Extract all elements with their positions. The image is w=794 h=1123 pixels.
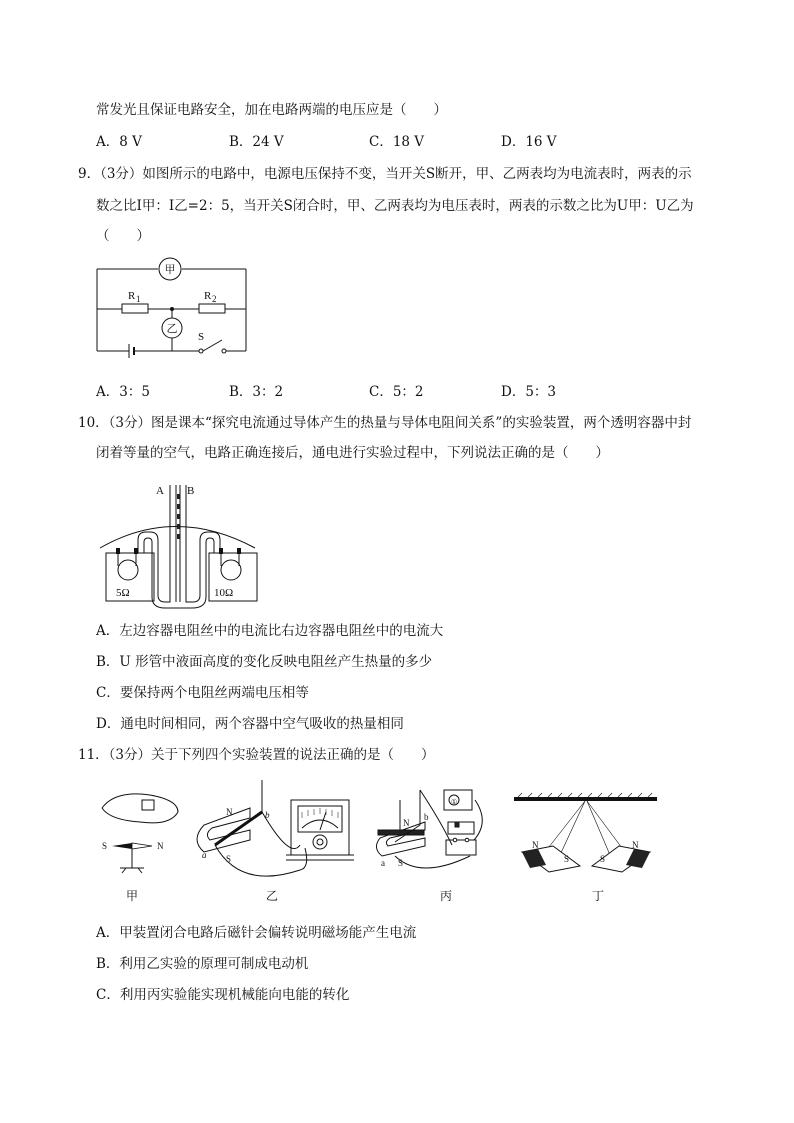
q11-yi-n: N xyxy=(226,807,233,817)
q11-jia-s: S xyxy=(102,841,108,851)
q10-option-c[interactable]: C．要保持两个电阻丝两端电压相等 xyxy=(96,685,309,701)
q8-text: 常发光且保证电路安全，加在电路两端的电压应是（ ） xyxy=(96,102,447,118)
q11-option-b[interactable]: B．利用乙实验的原理可制成电动机 xyxy=(96,956,309,972)
q11-caption-jia: 甲 xyxy=(125,889,139,903)
q11-ding-s1: S xyxy=(564,854,570,864)
q10-option-a[interactable]: A．左边容器电阻丝中的电流比右边容器电阻丝中的电流大 xyxy=(96,623,444,639)
q11-yi-s: S xyxy=(226,854,232,864)
q9-text-line1: 9．（3分）如图所示的电路中，电源电压保持不变，当开关S断开，甲、乙两表均为电流表时，两表的示 xyxy=(78,166,692,182)
q11-ding-n1: N xyxy=(532,840,539,850)
q11-ding-s2: S xyxy=(600,854,606,864)
q10-tube-label-b: B xyxy=(187,485,195,497)
q11-caption-bing: 丙 xyxy=(439,889,453,903)
q11-option-c[interactable]: C．利用丙实验能实现机械能向电能的转化 xyxy=(96,987,350,1003)
q11-option-a[interactable]: A．甲装置闭合电路后磁针会偏转说明磁场能产生电流 xyxy=(96,925,417,941)
q10-tube-label-a: A xyxy=(156,485,164,497)
q9-meter-yi-label: 乙 xyxy=(166,323,178,335)
q10-right-resistance: 10Ω xyxy=(214,587,234,599)
q11-fig-ding xyxy=(514,793,657,872)
q10-text-line1: 10．（3分）图是课本“探究电流通过导体产生的热量与导体电阻间关系”的实验装置，两个透明容器中封 xyxy=(78,415,692,431)
q9-switch-label: S xyxy=(198,331,205,343)
q11-fig-bing xyxy=(376,790,482,868)
q10-text-line2: 闭着等量的空气，电路正确连接后，通电进行实验过程中，下列说法正确的是（ ） xyxy=(96,445,609,461)
q11-fig-yi xyxy=(197,780,354,876)
q9-option-d[interactable]: D．5：3 xyxy=(501,384,557,400)
q10-left-resistance: 5Ω xyxy=(116,587,130,599)
q9-option-c[interactable]: C．5：2 xyxy=(369,384,424,400)
q11-bing-s: S xyxy=(398,858,404,868)
q11-yi-b: b xyxy=(265,810,270,820)
q11-jia-n: N xyxy=(157,841,164,851)
q9-option-b[interactable]: B．3：2 xyxy=(229,384,284,400)
svg-text:①: ① xyxy=(450,798,458,806)
q11-fig-jia xyxy=(102,794,178,873)
q10-option-d[interactable]: D．通电时间相同，两个容器中空气吸收的热量相同 xyxy=(96,716,404,732)
q10-option-b[interactable]: B．U 形管中液面高度的变化反映电阻丝产生热量的多少 xyxy=(96,654,433,670)
q9-r1-label: R xyxy=(128,290,136,302)
q8-option-b[interactable]: B．24 V xyxy=(229,134,284,150)
q11-caption-yi: 乙 xyxy=(265,889,279,903)
q9-text-line2: 数之比I甲：I乙=2：5，当开关S闭合时，甲、乙两表均为电压表时，两表的示数之比为U甲：U乙为 xyxy=(96,198,694,214)
q11-bing-b: b xyxy=(424,812,429,822)
q9-meter-jia-label: 甲 xyxy=(164,264,176,276)
q11-bing-n: N xyxy=(403,818,410,828)
q9-option-a[interactable]: A．3：5 xyxy=(96,384,150,400)
q8-option-a[interactable]: A．8 V xyxy=(96,134,142,150)
q8-option-c[interactable]: C．18 V xyxy=(369,134,425,150)
q11-text-line1: 11．（3分）关于下列四个实验装置的说法正确的是（ ） xyxy=(78,747,435,763)
q11-yi-a: a xyxy=(202,850,207,860)
q11-bing-a: a xyxy=(381,858,385,868)
q11-caption-ding: 丁 xyxy=(591,889,605,903)
q11-ding-n2: N xyxy=(632,840,639,850)
q8-option-d[interactable]: D．16 V xyxy=(501,134,557,150)
q9-text-line3: （ ） xyxy=(96,228,150,244)
q9-r2-sub: 2 xyxy=(212,294,217,304)
q9-r1-sub: 1 xyxy=(136,294,141,304)
q9-r2-label: R xyxy=(204,290,212,302)
